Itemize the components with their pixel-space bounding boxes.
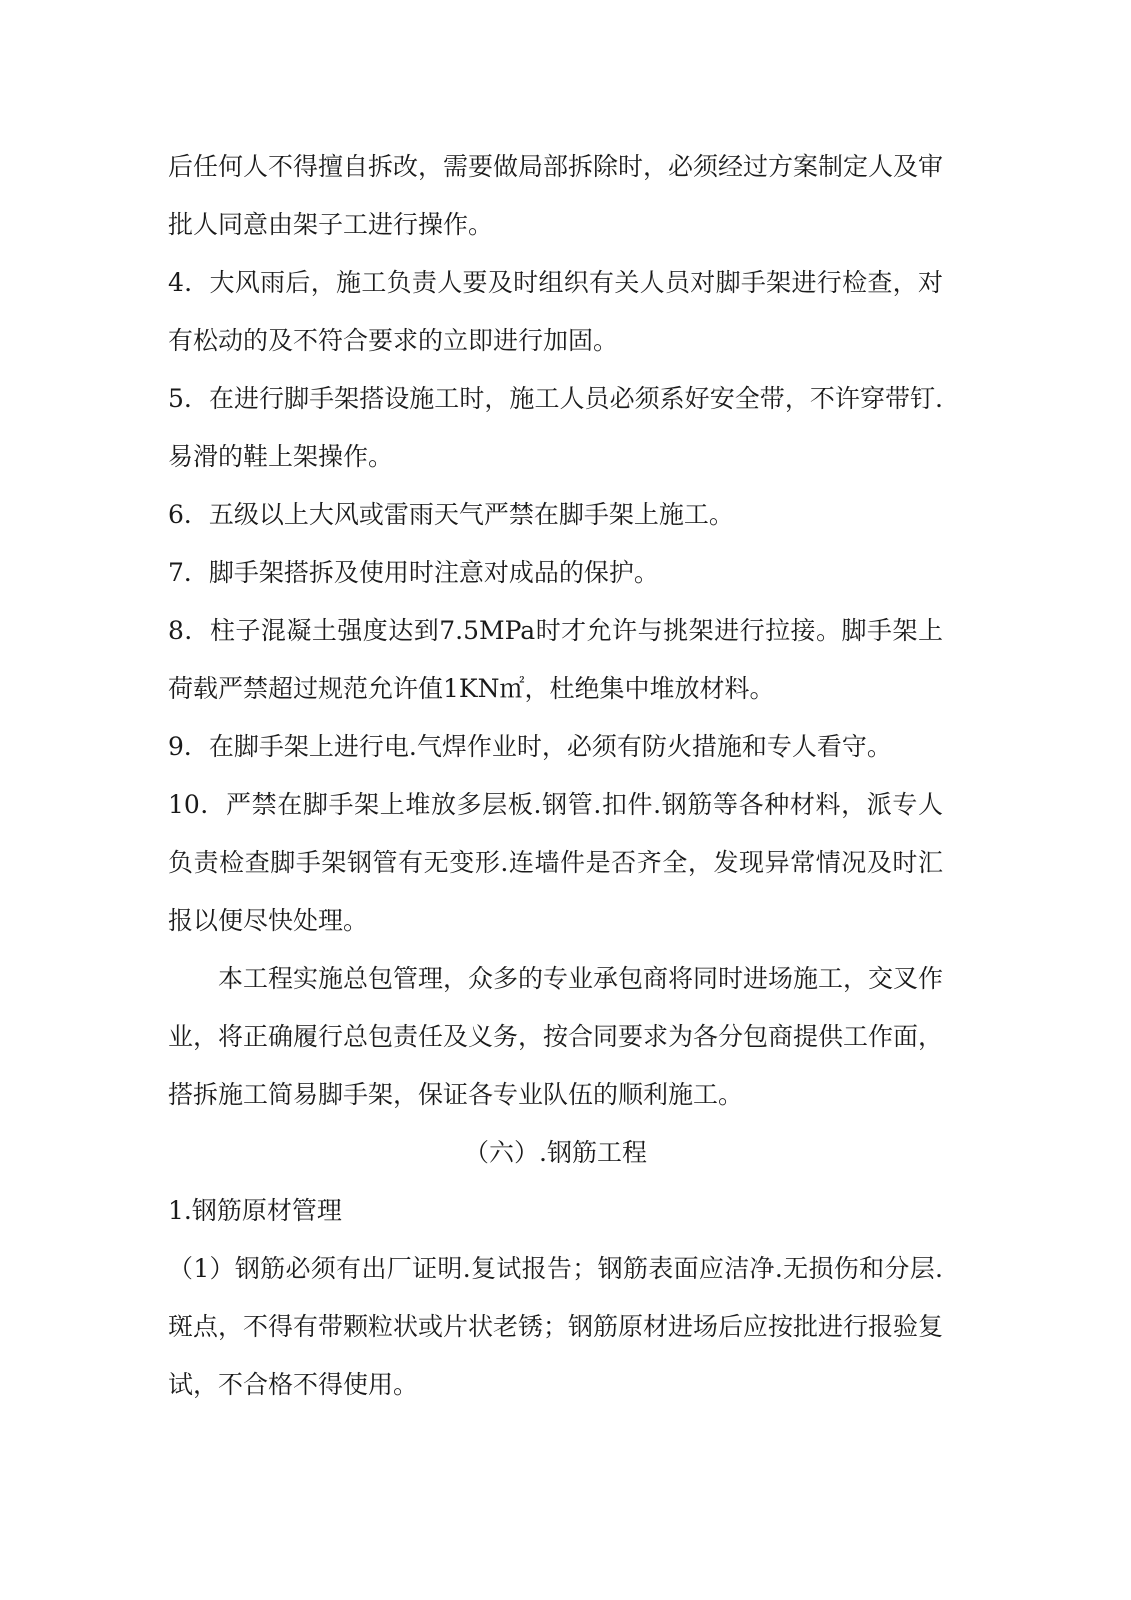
list-item-6: 6．五级以上大风或雷雨天气严禁在脚手架上施工。 (168, 500, 734, 529)
list-item-5: 5．在进行脚手架搭设施工时，施工人员必须系好安全带，不许穿带钉.易滑的鞋上架操作。 (168, 384, 943, 471)
subsection-heading: 1.钢筋原材管理 (168, 1196, 342, 1225)
list-item-9: 9．在脚手架上进行电.气焊作业时，必须有防火措施和专人看守。 (168, 732, 892, 761)
list-item-10: 10．严禁在脚手架上堆放多层板.钢管.扣件.钢筋等各种材料，派专人负责检查脚手架钢管有无变形.连墙件是否齐全，发现异常情况及时汇报以便尽快处理。 (168, 790, 943, 935)
document-body (168, 138, 943, 1414)
section-heading: （六）.钢筋工程 (464, 1138, 647, 1167)
subsection-item-1: （1）钢筋必须有出厂证明.复试报告；钢筋表面应洁净.无损伤和分层.斑点，不得有带颗粒状或片状老锈；钢筋原材进场后应按批进行报验复试，不合格不得使用。 (168, 1254, 944, 1399)
list-item-7: 7．脚手架搭拆及使用时注意对成品的保护。 (168, 558, 659, 587)
list-item-8: 8．柱子混凝土强度达到7.5MPa时才允许与挑架进行拉接。脚手架上荷载严禁超过规范允许值1KN㎡，杜绝集中堆放材料。 (168, 616, 943, 703)
list-item-4: 4．大风雨后，施工负责人要及时组织有关人员对脚手架进行检查，对有松动的及不符合要求的立即进行加固。 (168, 268, 943, 355)
body-paragraph: 本工程实施总包管理，众多的专业承包商将同时进场施工，交叉作业，将正确履行总包责任及义务，按合同要求为各分包商提供工作面，搭拆施工简易脚手架，保证各专业队伍的顺利施工。 (168, 964, 944, 1109)
paragraph-continuation: 后任何人不得擅自拆改，需要做局部拆除时，必须经过方案制定人及审批人同意由架子工进行操作。 (168, 152, 944, 239)
